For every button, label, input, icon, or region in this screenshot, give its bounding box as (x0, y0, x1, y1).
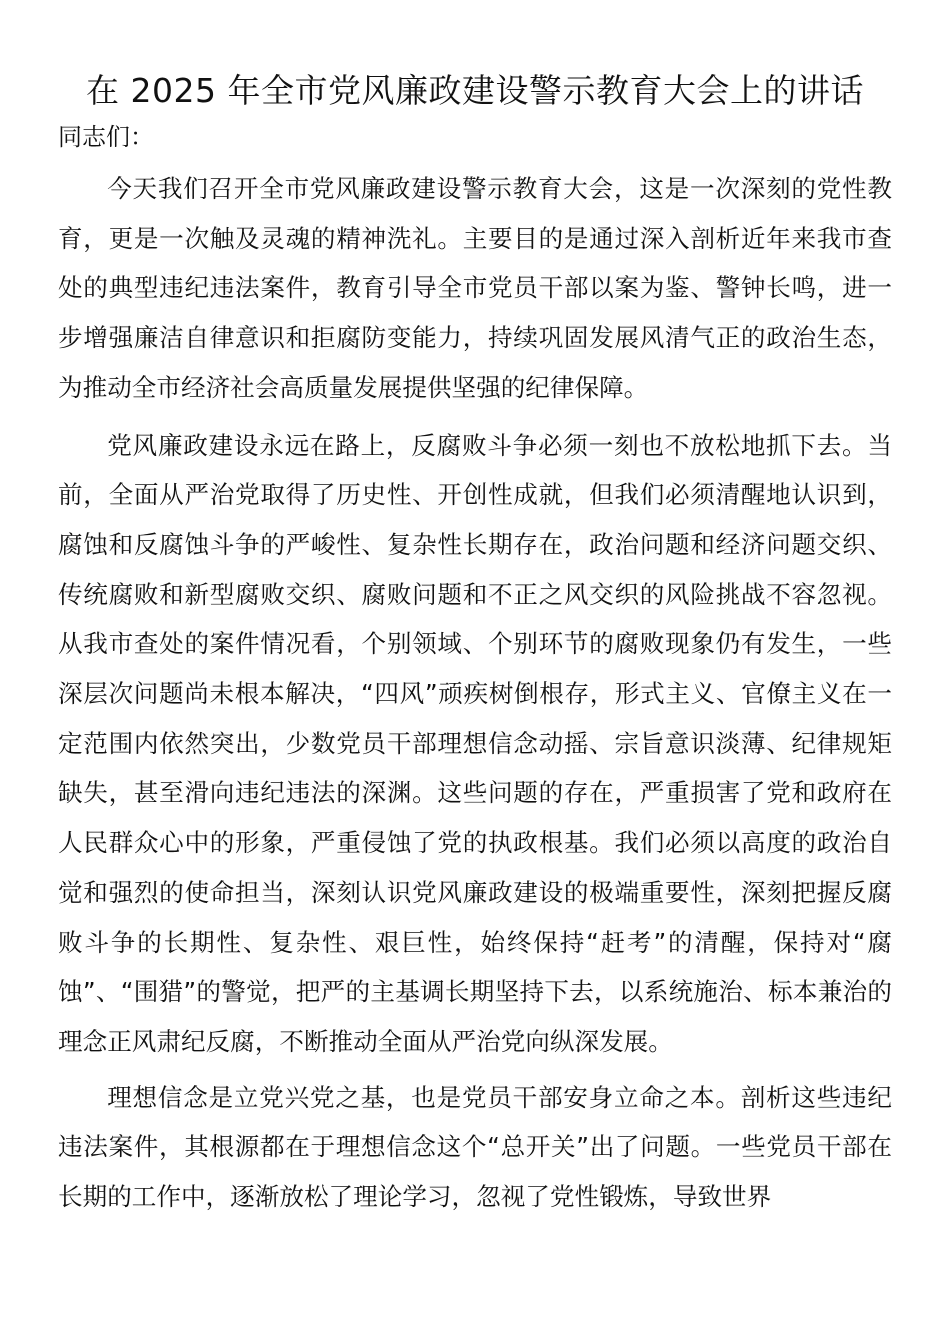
salutation: 同志们： (58, 123, 154, 151)
paragraph-1: 今天我们召开全市党风廉政建设警示教育大会，这是一次深刻的党性教育，更是一次触及灵魂的精神洗礼。主要目的是通过深入剖析近年来我市查处的典型违纪违法案件，教育引导全市党员干部以案为鉴、警钟长鸣，进一步增强廉洁自律意识和拒腐防变能力，持续巩固发展风清气正的政治生态，为推动全市经济社会高质量发展提供坚强的纪律保障。 (58, 174, 892, 402)
paragraph-2: 党风廉政建设永远在路上，反腐败斗争必须一刻也不放松地抓下去。当前，全面从严治党取得了历史性、开创性成就，但我们必须清醒地认识到，腐蚀和反腐蚀斗争的严峻性、复杂性长期存在，政治问题和经济问题交织、传统腐败和新型腐败交织、腐败问题和不正之风交织的风险挑战不容忽视。从我市查处的案件情况看，个别领域、个别环节的腐败现象仍有发生，一些深层次问题尚未根本解决，“四风”顽疾树倒根存，形式主义、官僚主义在一定范围内依然突出，少数党员干部理想信念动摇、宗旨意识淡薄、纪律规矩缺失，甚至滑向违纪违法的深渊。这些问题的存在，严重损害了党和政府在人民群众心中的形象，严重侵蚀了党的执政根基。我们必须以高度的政治自觉和强烈的使命担当，深刻认识党风廉政建设的极端重要性，深刻把握反腐败斗争的长期性、复杂性、艰巨性，始终保持“赶考”的清醒，保持对“腐蚀”、“围猎”的警觉，把严的主基调长期坚持下去，以系统施治、标本兼治的理念正风肃纪反腐，不断推动全面从严治党向纵深发展。 (58, 430, 892, 1056)
paragraph-3: 理想信念是立党兴党之基，也是党员干部安身立命之本。剖析这些违纪违法案件，其根源都在于理想信念这个“总开关”出了问题。一些党员干部在长期的工作中，逐渐放松了理论学习，忽视了党性锻炼，导致世界 (58, 1082, 892, 1212)
document-title: 在 2025 年全市党风廉政建设警示教育大会上的讲话 (86, 71, 864, 110)
